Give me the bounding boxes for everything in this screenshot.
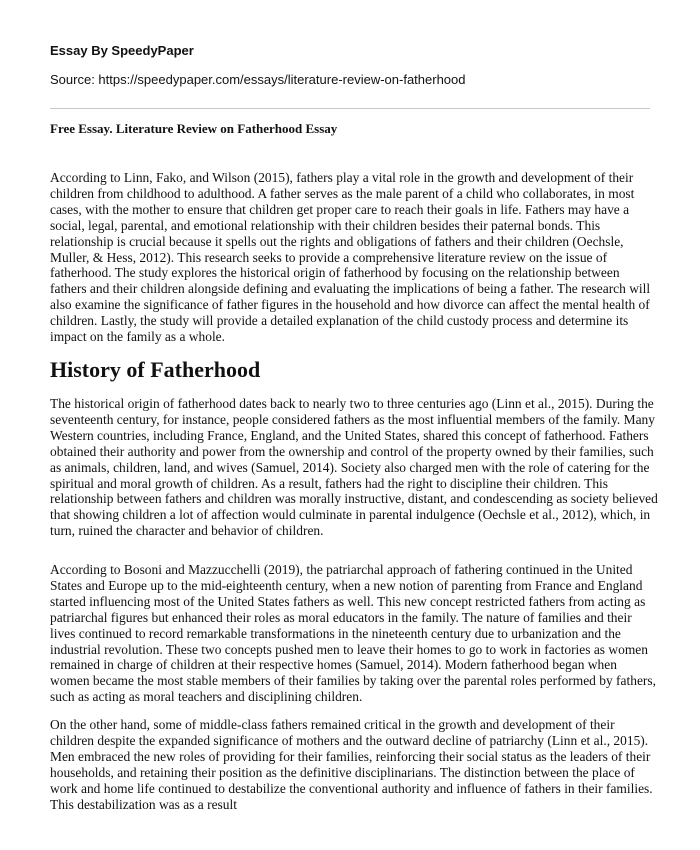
history-paragraph-3: On the other hand, some of middle-class fathers remained critical in the growth and development of their children despite the expanded significance of mothers and the outward decline of patriarchy (Linn et al., 2015). Men embraced the new roles of providing for their families, reinforcing their social status as the leaders of their households, and retaining their position as the definitive disciplinarians. The distinction between the place of work and home life continued to destabilize the conventional authority and influence of fathers in their families. This destabilization was as a result (50, 717, 653, 812)
intro-paragraph: According to Linn, Fako, and Wilson (2015), fathers play a vital role in the growth and development of their children from childhood to adulthood. A father serves as the male parent of a child who collaborates, in most cases, with the mother to ensure that children get proper care to reach their goals in life. Fathers may have a social, legal, parental, and emotional relationship with their children besides their paternal bonds. This relationship is crucial because it spells out the rights and obligations of fathers and their children (Oechsle, Muller, & Hess, 2012). This research seeks to provide a comprehensive literature review on the issue of fatherhood. The study explores the historical origin of fatherhood by focusing on the relationship between fathers and their children alongside defining and evaluating the implications of being a father. The research will also examine the significance of father figures in the household and how divorce can affect the mental health of children. Lastly, the study will provide a detailed explanation of the child custody process and determine its impact on the family as a whole. (50, 170, 651, 345)
brand-title: Essay By SpeedyPaper (50, 43, 194, 58)
section-heading: History of Fatherhood (50, 357, 261, 382)
source-link[interactable]: Source: https://speedypaper.com/essays/literature-review-on-fatherhood (50, 72, 466, 87)
history-paragraph-1: The historical origin of fatherhood dates back to nearly two to three centuries ago (Linn et al., 2015). During the seventeenth century, for instance, people considered fathers as the most influential members of the family. Many Western countries, including France, England, and the United States, shared this concept of fatherhood. Fathers obtained their authority and power from the ownership and control of the property owned by their families, such as animals, children, land, and wives (Samuel, 2014). Society also charged men with the role of catering for the spiritual and moral growth of children. As a result, fathers had the right to discipline their children. This relationship between fathers and children was morally instructive, distant, and condescending as society believed that showing children a lot of affection would culminate in parental indulgence (Oechsle et al., 2012), which, in turn, ruined the character and behavior of children. (50, 396, 658, 539)
document-title: Free Essay. Literature Review on Fatherhood Essay (50, 121, 338, 136)
header-divider (50, 108, 650, 109)
history-paragraph-2: According to Bosoni and Mazzucchelli (2019), the patriarchal approach of fathering continued in the United States and Europe up to the mid-eighteenth century, when a new notion of parenting from France and England started influencing most of the United States fathers as well. This new concept restricted fathers from acting as patriarchal figures but enhanced their roles as moral educators in the family. The nature of families and their lives continued to record remarkable transformations in the nineteenth century due to urbanization and the industrial revolution. These two concepts pushed men to leave their homes to go to work in factories as women remained in charge of children at their respective homes (Samuel, 2014). Modern fatherhood began when women became the most stable members of their families by taking over the parental roles performed by fathers, such as acting as moral teachers and disciplining children. (50, 562, 656, 705)
